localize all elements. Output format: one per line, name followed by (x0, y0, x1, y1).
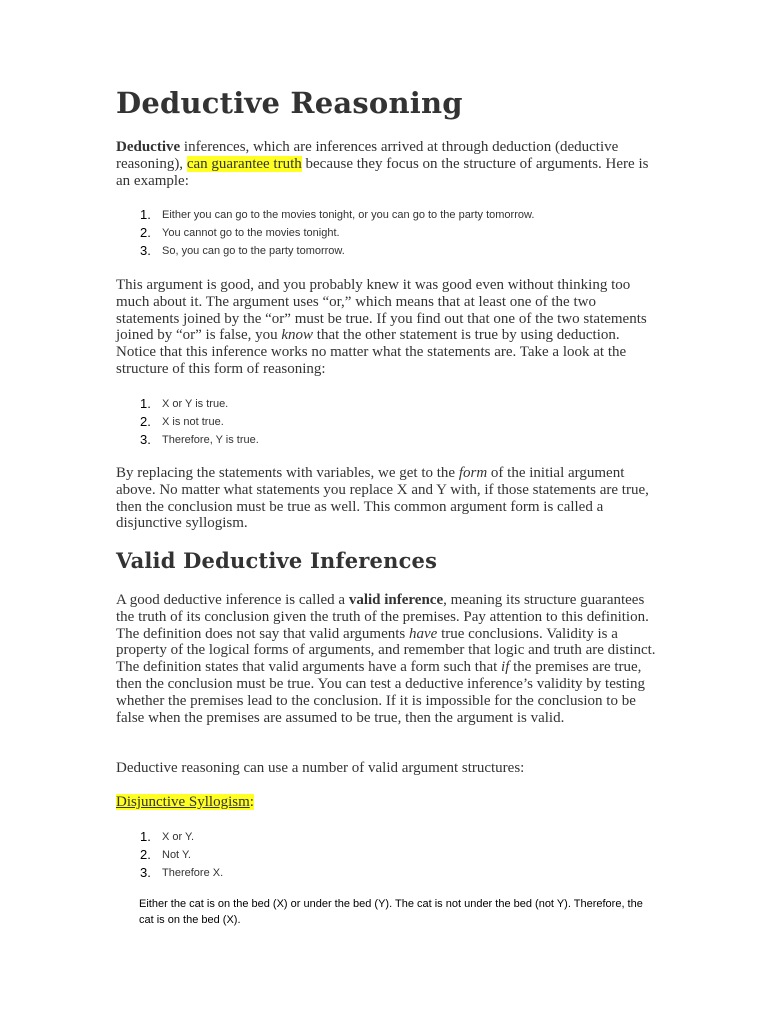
label-colon: : (249, 794, 254, 810)
list-number: 3. (140, 865, 151, 880)
form-list (116, 395, 259, 449)
syllogism-list (116, 828, 223, 882)
page-title: Deductive Reasoning (116, 86, 463, 120)
list-number: 1. (140, 829, 151, 844)
list-text: X is not true. (162, 416, 224, 428)
cat-example-text: Either the cat is on the bed (X) or under the bed (Y). The cat is not under the bed (not Y). Therefore, the cat is on the bed (X). (139, 898, 643, 926)
list-number: 2. (140, 847, 151, 862)
list-number: 3. (140, 243, 151, 258)
para4-italic-1: have (409, 625, 438, 642)
disjunctive-syllogism-label (116, 794, 254, 811)
para3-text-2: of the initial argument above. No matter what statements you replace X and Y with, if those statements are true, then the conclusion must be true as well. This common argument form is called a disjunctive syllogism. (116, 465, 649, 532)
example-list-1 (116, 206, 534, 260)
list-text: Not Y. (162, 849, 191, 861)
list-text: So, you can go to the party tomorrow. (162, 245, 345, 257)
list-number: 1. (140, 207, 151, 222)
para3-text-1: By replacing the statements with variables, we get to the (116, 465, 459, 481)
list-item (116, 846, 223, 864)
section-heading: Valid Deductive Inferences (116, 548, 438, 573)
list-text: X or Y is true. (162, 398, 229, 410)
list-item (116, 864, 223, 882)
para4-bold: valid inference (348, 592, 444, 608)
list-item (116, 828, 223, 846)
list-item (116, 395, 259, 413)
para4-text-3: true conclusions. Validity is a property of the logical forms of arguments, and remember that logic and truth are distinct. The definition states that valid arguments have a form such that (116, 625, 656, 676)
para2-text-1: This argument is good, and you probably knew it was good even without thinking too much about it. The argument uses “or,” which means that at least one of the two statements joined by the “or” must be true. If you find out that one of the two statements joined by “or” is false, you (116, 277, 647, 344)
list-number: 2. (140, 225, 151, 240)
valid-inference-paragraph (116, 592, 656, 726)
form-explanation-paragraph (116, 465, 656, 532)
list-number: 3. (140, 432, 151, 447)
list-text: Either you can go to the movies tonight, or you can go to the party tomorrow. (162, 209, 535, 221)
structures-intro-paragraph: Deductive reasoning can use a number of valid argument structures: (116, 760, 525, 776)
para4-text-2: , meaning its structure guarantees the truth of its conclusion given the truth of the premises. Pay attention to this definition. The definition does not say that valid arguments (116, 592, 649, 642)
intro-text-2: because they focus on the structure of arguments. Here is an example: (116, 155, 649, 189)
list-item (116, 224, 534, 242)
list-item (116, 413, 259, 431)
intro-text-1: inferences, which are inferences arrived at through deduction (deductive reasoning), (116, 139, 619, 172)
list-number: 1. (140, 396, 151, 411)
argument-explanation-paragraph (116, 277, 656, 378)
list-text: You cannot go to the movies tonight. (162, 227, 340, 239)
intro-highlight: can guarantee truth (186, 155, 302, 172)
list-text: X or Y. (162, 831, 195, 843)
list-item (116, 206, 534, 224)
para2-italic: know (281, 327, 314, 344)
para4-italic-2: if (501, 659, 510, 676)
intro-paragraph (116, 139, 656, 189)
list-item (116, 242, 534, 260)
para3-italic: form (458, 465, 488, 481)
disjunctive-syllogism-link[interactable]: Disjunctive Syllogism (116, 794, 250, 810)
para4-text-4: the premises are true, then the conclusion must be true. You can test a deductive inference’s validity by testing whether the premises lead to the conclusion. If it is impossible for the conclusion to be false when the premises are assumed to be true, then the argument is valid. (116, 659, 646, 726)
list-text: Therefore X. (162, 867, 224, 879)
para4-text-1: A good deductive inference is called a (116, 592, 349, 608)
list-number: 2. (140, 414, 151, 429)
list-text: Therefore, Y is true. (162, 434, 259, 446)
para2-text-2: that the other statement is true by using deduction. Notice that this inference works no matter what the statements are. Take a look at the structure of this form of reasoning: (116, 327, 627, 377)
intro-bold: Deductive (116, 139, 181, 155)
list-item (116, 431, 259, 449)
